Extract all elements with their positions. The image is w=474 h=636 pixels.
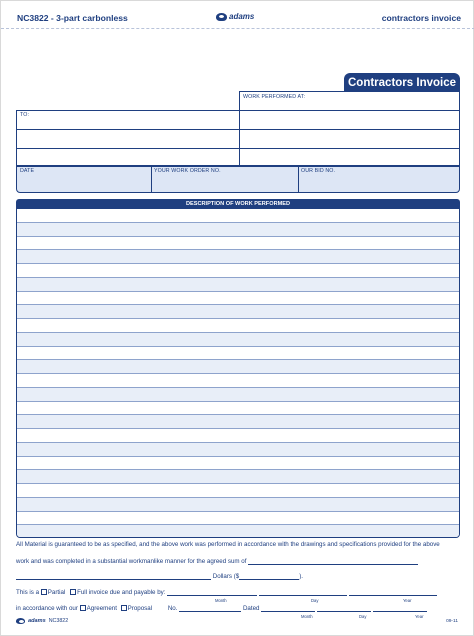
to-label: TO: <box>20 112 30 118</box>
description-line[interactable] <box>17 209 459 223</box>
this-is-a-label: This is a <box>16 589 40 596</box>
perforation-line <box>1 28 474 29</box>
work-order-field[interactable] <box>152 176 297 192</box>
description-line[interactable] <box>17 470 459 484</box>
bid-no-label: OUR BID NO. <box>301 168 336 174</box>
amount-numeric-field[interactable] <box>239 573 299 580</box>
description-line[interactable] <box>17 360 459 374</box>
payment-line <box>16 589 437 596</box>
description-line[interactable] <box>17 237 459 251</box>
dated-month-caption: Month <box>301 614 313 619</box>
date-field[interactable] <box>17 176 150 192</box>
description-line[interactable] <box>17 388 459 402</box>
dollars-close: ). <box>299 573 303 580</box>
to-line <box>16 148 240 149</box>
agreement-label: Agreement <box>86 605 117 612</box>
description-line[interactable] <box>17 443 459 457</box>
due-year-caption: Year <box>403 598 412 603</box>
accordance-line <box>16 605 427 612</box>
full-invoice-checkbox[interactable] <box>70 589 76 595</box>
description-line[interactable] <box>17 223 459 237</box>
brand-logo <box>216 12 254 21</box>
description-line[interactable] <box>17 457 459 471</box>
dated-year-field[interactable] <box>373 605 427 612</box>
description-line[interactable] <box>17 374 459 388</box>
to-line <box>16 129 240 130</box>
description-line[interactable] <box>17 264 459 278</box>
description-line[interactable] <box>17 429 459 443</box>
agreement-checkbox[interactable] <box>80 605 86 611</box>
adams-logo-icon <box>216 13 227 21</box>
due-day-caption: Day <box>311 598 319 603</box>
proposal-checkbox[interactable] <box>121 605 127 611</box>
work-performed-at-line <box>239 129 460 130</box>
description-line[interactable] <box>17 347 459 361</box>
no-label: No. <box>167 605 178 612</box>
footer-brand-name: adams <box>28 618 46 624</box>
adams-logo-icon <box>16 618 25 624</box>
bid-no-field[interactable] <box>299 176 459 192</box>
full-invoice-label: Full invoice due and payable by: <box>77 589 166 596</box>
product-code: NC3822 - 3-part carbonless <box>17 13 128 23</box>
terms-line-2-text: work and was completed in a substantial workmanlike manner for the agreed sum of <box>16 558 247 565</box>
proposal-label: Proposal <box>127 605 153 612</box>
work-order-label: YOUR WORK ORDER NO. <box>154 168 221 174</box>
page-header <box>1 1 474 29</box>
description-line[interactable] <box>17 292 459 306</box>
work-performed-at-line <box>239 110 460 111</box>
description-line[interactable] <box>17 402 459 416</box>
footer-revision: 09-11 <box>446 619 458 624</box>
footer-brand <box>16 618 68 624</box>
description-line[interactable] <box>17 333 459 347</box>
form-name: contractors invoice <box>381 13 461 23</box>
work-performed-at-label: WORK PERFORMED AT: <box>243 94 306 100</box>
dated-day-field[interactable] <box>317 605 371 612</box>
in-accordance-label: in accordance with our <box>16 605 78 612</box>
description-line[interactable] <box>17 525 459 538</box>
agreed-sum-field[interactable] <box>248 558 418 565</box>
partial-label: Partial <box>47 589 66 596</box>
description-area[interactable] <box>16 208 460 538</box>
due-day-field[interactable] <box>259 589 347 596</box>
number-field[interactable] <box>179 605 241 612</box>
terms-line-1: All Material is guaranteed to be as specified, and the above work was performed in accordance with the drawings and specifications provided for the above <box>16 541 440 548</box>
description-line[interactable] <box>17 512 459 526</box>
dollars-label: Dollars ($ <box>212 573 240 580</box>
description-line[interactable] <box>17 415 459 429</box>
description-line[interactable] <box>17 484 459 498</box>
dated-month-field[interactable] <box>261 605 315 612</box>
brand-name: adams <box>229 12 255 21</box>
date-label: DATE <box>20 168 35 174</box>
dollars-line <box>16 573 303 580</box>
description-line[interactable] <box>17 319 459 333</box>
to-field[interactable] <box>16 110 240 166</box>
footer-code: NC3822 <box>48 618 69 624</box>
dated-day-caption: Day <box>359 614 367 619</box>
description-line[interactable] <box>17 278 459 292</box>
invoice-title: Contractors Invoice <box>344 73 460 92</box>
dated-year-caption: Year <box>415 614 424 619</box>
description-line[interactable] <box>17 305 459 319</box>
due-year-field[interactable] <box>349 589 437 596</box>
description-line[interactable] <box>17 498 459 512</box>
due-month-field[interactable] <box>167 589 257 596</box>
description-header: DESCRIPTION OF WORK PERFORMED <box>16 199 460 209</box>
amount-words-field[interactable] <box>16 573 211 580</box>
dated-label: Dated <box>242 605 260 612</box>
due-month-caption: Month <box>215 598 227 603</box>
terms-line-2 <box>16 558 418 565</box>
description-line[interactable] <box>17 250 459 264</box>
partial-checkbox[interactable] <box>41 589 47 595</box>
work-performed-at-line <box>239 148 460 149</box>
